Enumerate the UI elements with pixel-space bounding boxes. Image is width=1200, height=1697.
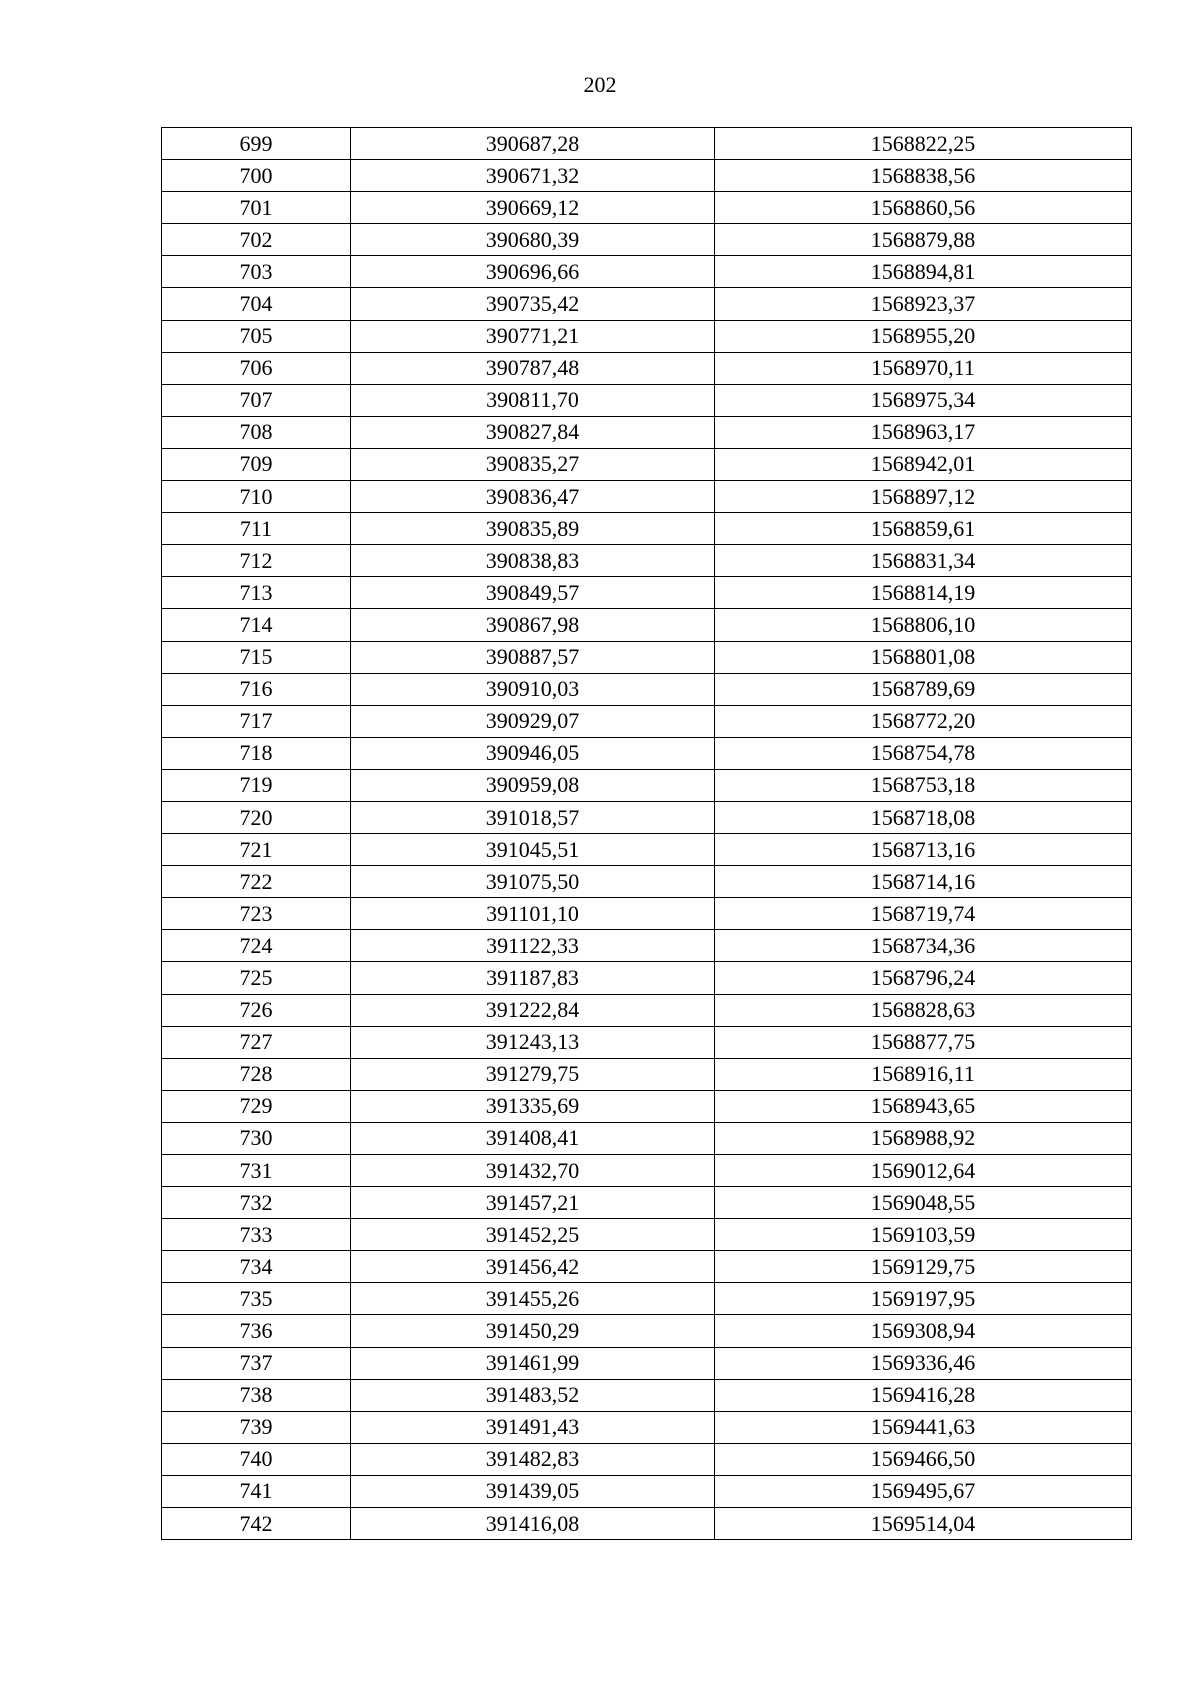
coordinate-y-cell: 1568772,20: [715, 705, 1132, 737]
table-row: [162, 1443, 1132, 1475]
coordinate-y-cell: 1568734,36: [715, 930, 1132, 962]
table-row: [162, 1187, 1132, 1219]
table-row: [162, 1475, 1132, 1507]
point-number-cell: 702: [162, 224, 351, 256]
point-number-cell: 741: [162, 1475, 351, 1507]
coordinate-x-cell: 391482,83: [351, 1443, 715, 1475]
table-row: [162, 1379, 1132, 1411]
coordinate-x-cell: 390867,98: [351, 609, 715, 641]
coordinate-x-cell: 391450,29: [351, 1315, 715, 1347]
coordinate-y-cell: 1569441,63: [715, 1411, 1132, 1443]
coordinate-x-cell: 390680,39: [351, 224, 715, 256]
page-number: 202: [583, 72, 617, 97]
table-row: [162, 641, 1132, 673]
point-number-cell: 721: [162, 834, 351, 866]
point-number-cell: 736: [162, 1315, 351, 1347]
table-row: [162, 834, 1132, 866]
table-row: [162, 1058, 1132, 1090]
point-number-cell: 723: [162, 898, 351, 930]
table-row: [162, 1283, 1132, 1315]
table-row: [162, 769, 1132, 801]
table-row: [162, 224, 1132, 256]
table-row: [162, 673, 1132, 705]
coordinate-x-cell: 391408,41: [351, 1122, 715, 1154]
point-number-cell: 742: [162, 1508, 351, 1540]
coordinate-x-cell: 390735,42: [351, 288, 715, 320]
point-number-cell: 733: [162, 1219, 351, 1251]
coordinate-x-cell: 390849,57: [351, 577, 715, 609]
coordinate-y-cell: 1569048,55: [715, 1187, 1132, 1219]
table-row: [162, 1090, 1132, 1122]
point-number-cell: 738: [162, 1379, 351, 1411]
point-number-cell: 715: [162, 641, 351, 673]
point-number-cell: 732: [162, 1187, 351, 1219]
coordinate-x-cell: 390771,21: [351, 320, 715, 352]
point-number-cell: 730: [162, 1122, 351, 1154]
point-number-cell: 731: [162, 1155, 351, 1187]
coordinate-x-cell: 391335,69: [351, 1090, 715, 1122]
coordinate-y-cell: 1568754,78: [715, 737, 1132, 769]
coordinate-x-cell: 390838,83: [351, 545, 715, 577]
table-row: [162, 1315, 1132, 1347]
point-number-cell: 714: [162, 609, 351, 641]
point-number-cell: 740: [162, 1443, 351, 1475]
table-row: [162, 898, 1132, 930]
coordinate-y-cell: 1568916,11: [715, 1058, 1132, 1090]
coordinate-x-cell: 390835,27: [351, 448, 715, 480]
coordinate-y-cell: 1569416,28: [715, 1379, 1132, 1411]
table-row: [162, 962, 1132, 994]
coordinate-y-cell: 1569103,59: [715, 1219, 1132, 1251]
coordinate-y-cell: 1568859,61: [715, 513, 1132, 545]
coordinate-y-cell: 1569129,75: [715, 1251, 1132, 1283]
table-row: [162, 1508, 1132, 1540]
coordinate-x-cell: 391187,83: [351, 962, 715, 994]
table-row: [162, 288, 1132, 320]
coordinate-y-cell: 1568801,08: [715, 641, 1132, 673]
table-row: [162, 801, 1132, 833]
coordinate-y-cell: 1568988,92: [715, 1122, 1132, 1154]
coordinate-x-cell: 390946,05: [351, 737, 715, 769]
coordinate-x-cell: 391483,52: [351, 1379, 715, 1411]
point-number-cell: 737: [162, 1347, 351, 1379]
coordinate-y-cell: 1569514,04: [715, 1508, 1132, 1540]
coordinate-y-cell: 1569012,64: [715, 1155, 1132, 1187]
table-row: [162, 1251, 1132, 1283]
point-number-cell: 699: [162, 128, 351, 160]
coordinate-x-cell: 391101,10: [351, 898, 715, 930]
coordinate-y-cell: 1568877,75: [715, 1026, 1132, 1058]
coordinate-y-cell: 1568753,18: [715, 769, 1132, 801]
table-row: [162, 1026, 1132, 1058]
point-number-cell: 707: [162, 384, 351, 416]
coordinates-table: [161, 127, 1132, 1540]
coordinate-x-cell: 390836,47: [351, 481, 715, 513]
table-row: [162, 384, 1132, 416]
coordinate-y-cell: 1568718,08: [715, 801, 1132, 833]
coordinate-x-cell: 391439,05: [351, 1475, 715, 1507]
coordinate-x-cell: 390687,28: [351, 128, 715, 160]
coordinate-x-cell: 390671,32: [351, 160, 715, 192]
coordinate-x-cell: 391461,99: [351, 1347, 715, 1379]
coordinate-y-cell: 1568806,10: [715, 609, 1132, 641]
point-number-cell: 739: [162, 1411, 351, 1443]
coordinate-y-cell: 1569466,50: [715, 1443, 1132, 1475]
table-row: [162, 705, 1132, 737]
table-row: [162, 481, 1132, 513]
coordinate-y-cell: 1568894,81: [715, 256, 1132, 288]
coordinate-y-cell: 1568714,16: [715, 866, 1132, 898]
table-row: [162, 545, 1132, 577]
coordinate-x-cell: 390887,57: [351, 641, 715, 673]
point-number-cell: 712: [162, 545, 351, 577]
coordinate-x-cell: 391075,50: [351, 866, 715, 898]
coordinate-y-cell: 1569197,95: [715, 1283, 1132, 1315]
coordinate-x-cell: 391456,42: [351, 1251, 715, 1283]
coordinate-y-cell: 1568713,16: [715, 834, 1132, 866]
coordinate-y-cell: 1568860,56: [715, 192, 1132, 224]
coordinate-y-cell: 1569495,67: [715, 1475, 1132, 1507]
table-row: [162, 1219, 1132, 1251]
coordinate-x-cell: 390929,07: [351, 705, 715, 737]
coordinate-x-cell: 391455,26: [351, 1283, 715, 1315]
coordinate-x-cell: 391416,08: [351, 1508, 715, 1540]
coordinate-x-cell: 391018,57: [351, 801, 715, 833]
coordinate-x-cell: 390811,70: [351, 384, 715, 416]
point-number-cell: 722: [162, 866, 351, 898]
point-number-cell: 703: [162, 256, 351, 288]
coordinate-x-cell: 390910,03: [351, 673, 715, 705]
coordinate-y-cell: 1568975,34: [715, 384, 1132, 416]
coordinate-x-cell: 391432,70: [351, 1155, 715, 1187]
point-number-cell: 710: [162, 481, 351, 513]
table-row: [162, 256, 1132, 288]
coordinate-x-cell: 390959,08: [351, 769, 715, 801]
point-number-cell: 717: [162, 705, 351, 737]
coordinate-y-cell: 1568838,56: [715, 160, 1132, 192]
table-row: [162, 416, 1132, 448]
table-row: [162, 930, 1132, 962]
coordinate-y-cell: 1568814,19: [715, 577, 1132, 609]
coordinate-y-cell: 1569336,46: [715, 1347, 1132, 1379]
point-number-cell: 724: [162, 930, 351, 962]
coordinate-y-cell: 1568796,24: [715, 962, 1132, 994]
table-row: [162, 1411, 1132, 1443]
point-number-cell: 716: [162, 673, 351, 705]
coordinate-x-cell: 391452,25: [351, 1219, 715, 1251]
table-row: [162, 448, 1132, 480]
coordinate-x-cell: 391279,75: [351, 1058, 715, 1090]
coordinate-x-cell: 391122,33: [351, 930, 715, 962]
table-row: [162, 513, 1132, 545]
point-number-cell: 734: [162, 1251, 351, 1283]
coordinate-x-cell: 391243,13: [351, 1026, 715, 1058]
coordinate-y-cell: 1568828,63: [715, 994, 1132, 1026]
coordinate-x-cell: 391222,84: [351, 994, 715, 1026]
coordinate-x-cell: 390787,48: [351, 352, 715, 384]
table-row: [162, 160, 1132, 192]
point-number-cell: 705: [162, 320, 351, 352]
point-number-cell: 700: [162, 160, 351, 192]
point-number-cell: 709: [162, 448, 351, 480]
point-number-cell: 735: [162, 1283, 351, 1315]
point-number-cell: 701: [162, 192, 351, 224]
table-row: [162, 1122, 1132, 1154]
point-number-cell: 706: [162, 352, 351, 384]
point-number-cell: 708: [162, 416, 351, 448]
coordinate-x-cell: 391491,43: [351, 1411, 715, 1443]
point-number-cell: 711: [162, 513, 351, 545]
point-number-cell: 719: [162, 769, 351, 801]
coordinate-y-cell: 1568955,20: [715, 320, 1132, 352]
table-row: [162, 320, 1132, 352]
table-row: [162, 994, 1132, 1026]
table-row: [162, 866, 1132, 898]
point-number-cell: 729: [162, 1090, 351, 1122]
point-number-cell: 727: [162, 1026, 351, 1058]
coordinate-y-cell: 1568943,65: [715, 1090, 1132, 1122]
coordinate-y-cell: 1568963,17: [715, 416, 1132, 448]
point-number-cell: 718: [162, 737, 351, 769]
coordinate-y-cell: 1568831,34: [715, 545, 1132, 577]
coordinate-y-cell: 1569308,94: [715, 1315, 1132, 1347]
point-number-cell: 720: [162, 801, 351, 833]
point-number-cell: 704: [162, 288, 351, 320]
coordinate-y-cell: 1568970,11: [715, 352, 1132, 384]
coordinate-x-cell: 390835,89: [351, 513, 715, 545]
table-row: [162, 128, 1132, 160]
coordinate-y-cell: 1568789,69: [715, 673, 1132, 705]
coordinate-x-cell: 390669,12: [351, 192, 715, 224]
table-row: [162, 737, 1132, 769]
coordinate-y-cell: 1568719,74: [715, 898, 1132, 930]
point-number-cell: 725: [162, 962, 351, 994]
table-row: [162, 352, 1132, 384]
table-row: [162, 192, 1132, 224]
point-number-cell: 728: [162, 1058, 351, 1090]
table-row: [162, 609, 1132, 641]
coordinates-table-body: [162, 128, 1132, 1540]
table-row: [162, 1155, 1132, 1187]
coordinate-y-cell: 1568923,37: [715, 288, 1132, 320]
coordinate-x-cell: 391045,51: [351, 834, 715, 866]
point-number-cell: 713: [162, 577, 351, 609]
coordinate-x-cell: 390827,84: [351, 416, 715, 448]
coordinate-y-cell: 1568897,12: [715, 481, 1132, 513]
table-row: [162, 577, 1132, 609]
point-number-cell: 726: [162, 994, 351, 1026]
coordinate-y-cell: 1568879,88: [715, 224, 1132, 256]
coordinate-y-cell: 1568942,01: [715, 448, 1132, 480]
coordinate-y-cell: 1568822,25: [715, 128, 1132, 160]
table-row: [162, 1347, 1132, 1379]
coordinate-x-cell: 391457,21: [351, 1187, 715, 1219]
coordinate-x-cell: 390696,66: [351, 256, 715, 288]
